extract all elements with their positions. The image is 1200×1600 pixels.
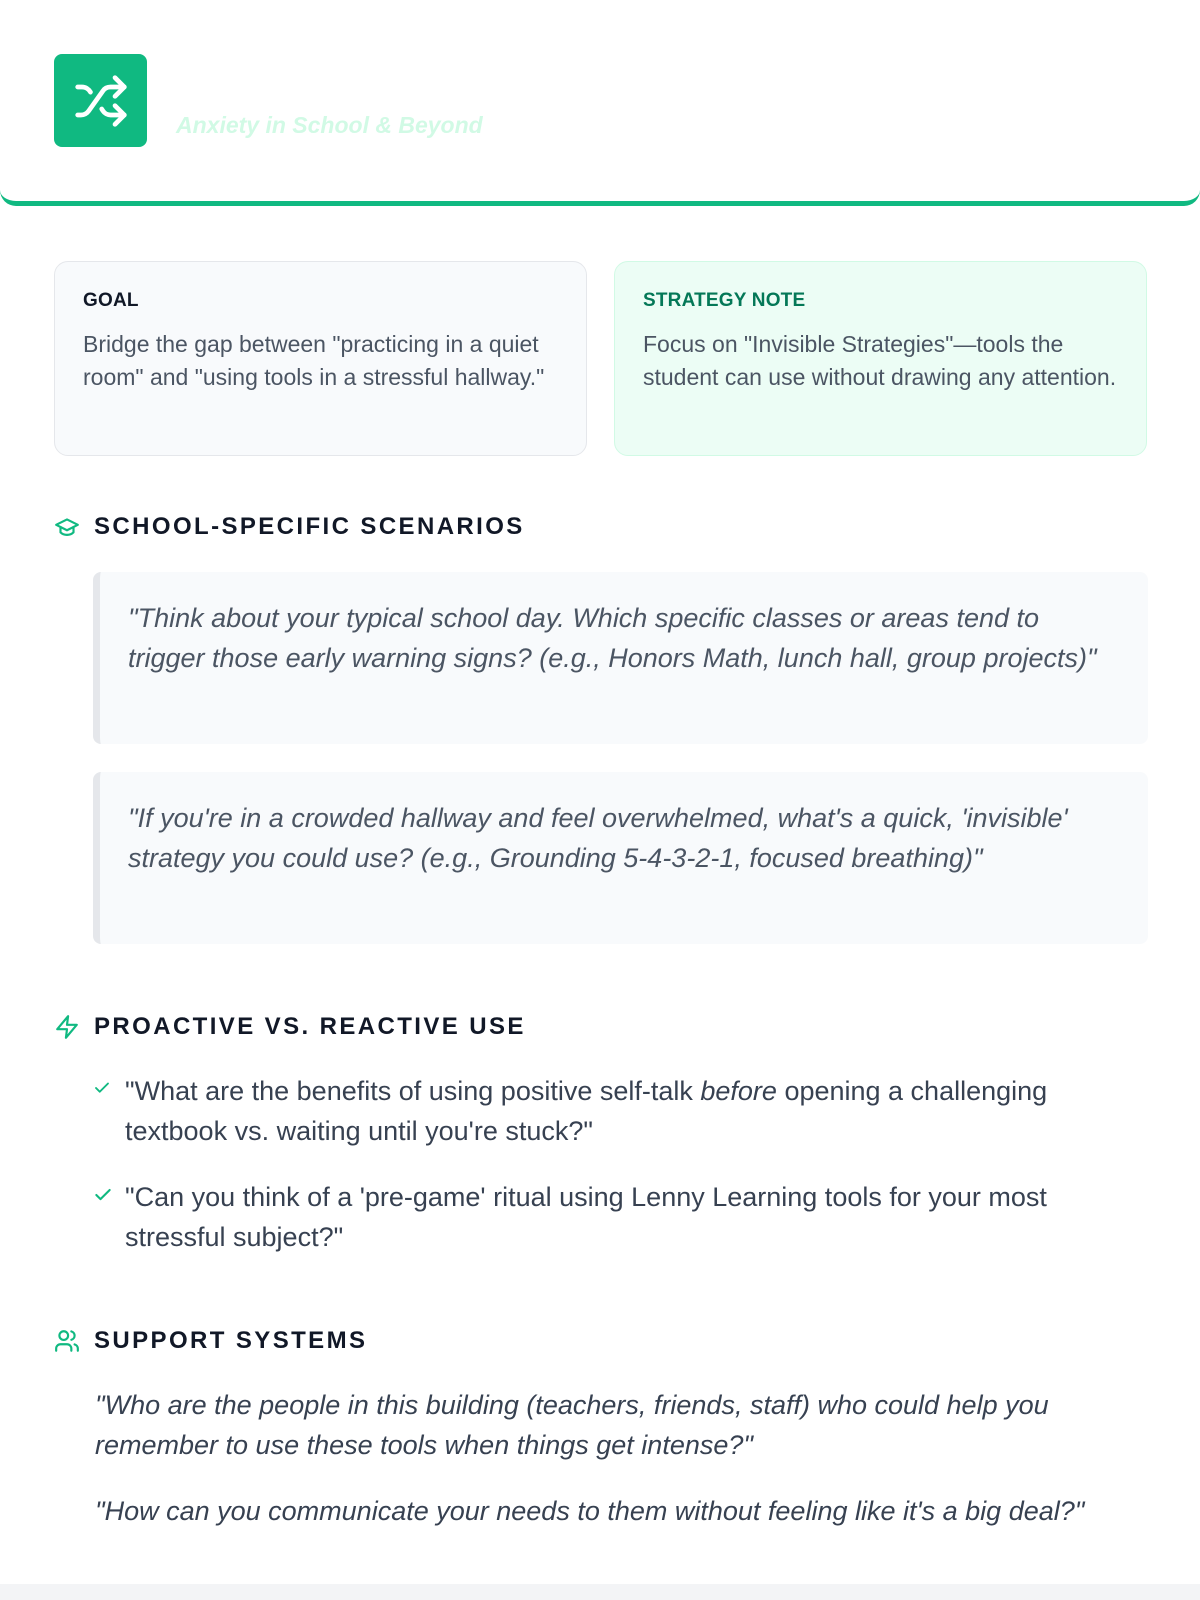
emphasis-text: before (700, 1076, 777, 1106)
goal-card-text: Bridge the gap between "practicing in a quiet room" and "using tools in a stressful hallway." (83, 331, 545, 390)
support-question: "How can you communicate your needs to them without feeling like it's a big deal?" (95, 1496, 1085, 1526)
page-subtitle: Anxiety in School & Beyond (176, 112, 483, 138)
list-item (93, 1177, 1153, 1257)
graduation-cap-icon (54, 514, 80, 540)
users-icon (54, 1328, 80, 1354)
goal-card-title: GOAL (83, 290, 139, 311)
scenario-quote: "Think about your typical school day. Which specific classes or areas tend to trigger those early warning signs? (e.g., Honors Math, lunch hall, group projects)" (93, 572, 1148, 744)
support-question: "Who are the people in this building (teachers, friends, staff) who could help you remember to use these tools when things get intense?" (95, 1390, 1049, 1460)
section-title: SUPPORT SYSTEMS (94, 1327, 368, 1354)
section-heading-proactive (54, 1013, 526, 1041)
lightning-icon (54, 1014, 80, 1040)
strategy-note-card (614, 261, 1147, 456)
strategy-note-title: STRATEGY NOTE (643, 290, 806, 311)
list-item-text: "Can you think of a 'pre-game' ritual using Lenny Learning tools for your most stressful subject?" (125, 1182, 1047, 1252)
check-icon (93, 1071, 125, 1151)
section-heading-scenarios (54, 513, 525, 541)
strategy-note-text: Focus on "Invisible Strategies"—tools the student can use without drawing any attention. (643, 331, 1117, 390)
check-icon (93, 1177, 125, 1257)
shuffle-icon (54, 54, 147, 147)
goal-card (54, 261, 587, 456)
list-item (93, 1071, 1153, 1151)
scenario-quote: "If you're in a crowded hallway and feel overwhelmed, what's a quick, 'invisible' strategy you could use? (e.g., Grounding 5-4-3-2-1, focused breathing)" (93, 772, 1148, 944)
section-title: SCHOOL-SPECIFIC SCENARIOS (94, 513, 525, 540)
list-item-text: "What are the benefits of using positive self-talk before opening a challenging textbook vs. waiting until you're stuck?" (125, 1076, 1048, 1146)
page-header (0, 0, 1200, 206)
section-title: PROACTIVE VS. REACTIVE USE (94, 1013, 526, 1040)
section-heading-support (54, 1327, 367, 1355)
footer-divider (0, 1584, 1200, 1600)
